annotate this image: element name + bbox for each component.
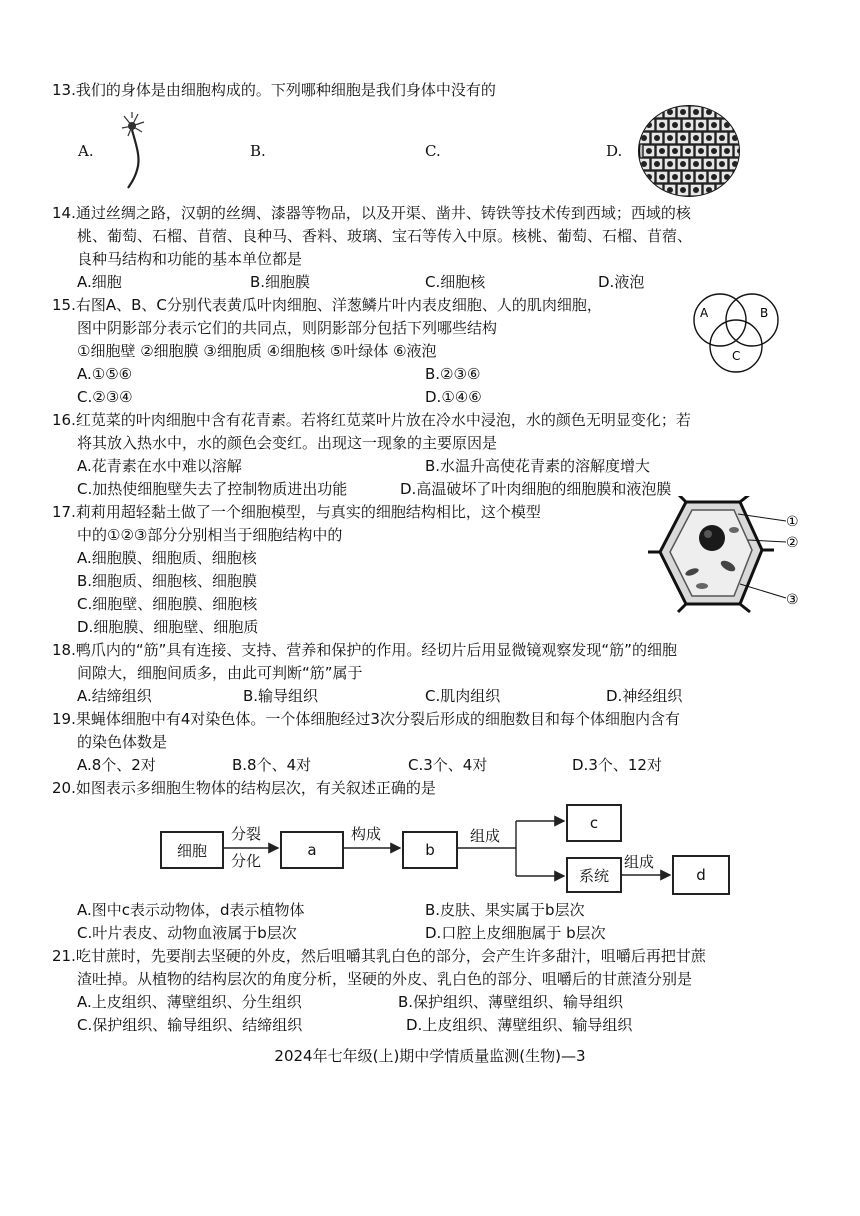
marker-2: ② bbox=[786, 535, 799, 551]
q20-option-b: B.皮肤、果实属于b层次 bbox=[425, 901, 585, 919]
q14-option-c: C.细胞核 bbox=[425, 273, 486, 291]
flow-label-compose-3: 组成 bbox=[624, 853, 655, 871]
q17-line-1: 17.莉莉用超轻黏土做了一个细胞模型，与真实的细胞结构相比，这个模型 bbox=[52, 503, 541, 521]
flow-d-box: d bbox=[672, 855, 730, 895]
q15-option-b: B.②③⑥ bbox=[425, 365, 481, 383]
cell-model-image bbox=[636, 496, 816, 614]
flow-b-box: b bbox=[402, 831, 458, 869]
q13-stem: 13.我们的身体是由细胞构成的。下列哪种细胞是我们身体中没有的 bbox=[52, 81, 496, 99]
q16-option-d: D.高温破坏了叶肉细胞的细胞膜和液泡膜 bbox=[400, 480, 672, 498]
q17-line-2: 中的①②③部分分别相当于细胞结构中的 bbox=[77, 526, 343, 544]
q14-line-3: 良种马结构和功能的基本单位都是 bbox=[77, 250, 303, 268]
q21-option-b: B.保护组织、薄壁组织、输导组织 bbox=[398, 993, 624, 1011]
neuron-cell-image bbox=[108, 110, 168, 190]
page-footer: 2024年七年级(上)期中学情质量监测(生物)—3 bbox=[274, 1047, 586, 1065]
flow-c-box: c bbox=[566, 804, 622, 842]
q17-option-a: A.细胞膜、细胞质、细胞核 bbox=[77, 549, 257, 567]
flow-label-differentiate: 分化 bbox=[231, 852, 262, 870]
q16-option-a: A.花青素在水中难以溶解 bbox=[77, 457, 242, 475]
venn-label-c: C bbox=[732, 349, 741, 363]
venn-label-a: A bbox=[700, 306, 709, 320]
q19-option-b: B.8个、4对 bbox=[232, 756, 312, 774]
q16-option-c: C.加热使细胞壁失去了控制物质进出功能 bbox=[77, 480, 348, 498]
flow-a-box: a bbox=[280, 831, 344, 869]
q21-option-a: A.上皮组织、薄壁组织、分生组织 bbox=[77, 993, 302, 1011]
q19-line-1: 19.果蝇体细胞中有4对染色体。一个体细胞经过3次分裂后形成的细胞数目和每个体细胞内含有 bbox=[52, 710, 680, 728]
q21-option-d: D.上皮组织、薄壁组织、输导组织 bbox=[406, 1016, 633, 1034]
q18-option-d: D.神经组织 bbox=[606, 687, 683, 705]
flow-label-compose-2: 组成 bbox=[470, 827, 501, 845]
q14-line-2: 桃、葡萄、石榴、苜蓿、良种马、香料、玻璃、宝石等传入中原。核桃、葡萄、石榴、苜蓿、 bbox=[77, 227, 693, 245]
q14-option-d: D.液泡 bbox=[598, 273, 645, 291]
microscope-tissue-image bbox=[636, 104, 742, 198]
flow-cell-box: 细胞 bbox=[160, 831, 224, 869]
q15-option-a: A.①⑤⑥ bbox=[77, 365, 133, 383]
q17-option-b: B.细胞质、细胞核、细胞膜 bbox=[77, 572, 258, 590]
q19-option-a: A.8个、2对 bbox=[77, 756, 156, 774]
q14-option-a: A.细胞 bbox=[77, 273, 122, 291]
q15-line-2: 图中阴影部分表示它们的共同点，则阴影部分包括下列哪些结构 bbox=[77, 319, 498, 337]
flow-label-split: 分裂 bbox=[231, 825, 262, 843]
q13-option-c-label: C. bbox=[425, 142, 441, 160]
flow-arrows bbox=[150, 796, 750, 906]
q14-option-b: B.细胞膜 bbox=[250, 273, 311, 291]
q15-option-d: D.①④⑥ bbox=[425, 388, 482, 406]
q18-line-1: 18.鸭爪内的“筋”具有连接、支持、营养和保护的作用。经切片后用显微镜观察发现“筋”的细胞 bbox=[52, 641, 677, 659]
marker-1: ① bbox=[786, 514, 799, 530]
q18-option-c: C.肌肉组织 bbox=[425, 687, 501, 705]
q19-option-d: D.3个、12对 bbox=[572, 756, 662, 774]
q16-line-1: 16.红苋菜的叶肉细胞中含有花青素。若将红苋菜叶片放在冷水中浸泡，水的颜色无明显变化；若 bbox=[52, 411, 691, 429]
q19-line-2: 的染色体数是 bbox=[77, 733, 168, 751]
q18-option-b: B.输导组织 bbox=[243, 687, 319, 705]
q17-option-c: C.细胞壁、细胞膜、细胞核 bbox=[77, 595, 258, 613]
q13-option-a-label: A. bbox=[78, 142, 94, 160]
q19-option-c: C.3个、4对 bbox=[408, 756, 488, 774]
q20-option-a: A.图中c表示动物体，d表示植物体 bbox=[77, 901, 305, 919]
q18-line-2: 间隙大，细胞间质多，由此可判断“筋”属于 bbox=[77, 664, 363, 682]
q18-option-a: A.结缔组织 bbox=[77, 687, 152, 705]
venn-label-b: B bbox=[760, 306, 769, 320]
q16-option-b: B.水温升高使花青素的溶解度增大 bbox=[425, 457, 651, 475]
q13-option-b-label: B. bbox=[250, 142, 266, 160]
q13-option-d-label: D. bbox=[606, 142, 623, 160]
q15-line-3: ①细胞壁 ②细胞膜 ③细胞质 ④细胞核 ⑤叶绿体 ⑥液泡 bbox=[77, 342, 437, 360]
q16-line-2: 将其放入热水中，水的颜色会变红。出现这一现象的主要原因是 bbox=[77, 434, 498, 452]
q15-option-c: C.②③④ bbox=[77, 388, 133, 406]
flow-label-compose-1: 构成 bbox=[351, 825, 382, 843]
q20-option-c: C.叶片表皮、动物血液属于b层次 bbox=[77, 924, 297, 942]
q21-line-1: 21.吃甘蔗时，先要削去坚硬的外皮，然后咀嚼其乳白色的部分，会产生许多甜汁，咀嚼后再把甘蔗 bbox=[52, 947, 706, 965]
q21-line-2: 渣吐掉。从植物的结构层次的角度分析，坚硬的外皮、乳白色的部分、咀嚼后的甘蔗渣分别是 bbox=[77, 970, 693, 988]
q17-option-d: D.细胞膜、细胞壁、细胞质 bbox=[77, 618, 259, 636]
q14-line-1: 14.通过丝绸之路，汉朝的丝绸、漆器等物品，以及开渠、凿井、铸铁等技术传到西域；西域的核 bbox=[52, 204, 691, 222]
q21-option-c: C.保护组织、输导组织、结缔组织 bbox=[77, 1016, 303, 1034]
flow-system-box: 系统 bbox=[566, 857, 622, 893]
q15-line-1: 15.右图A、B、C分别代表黄瓜叶肉细胞、洋葱鳞片叶内表皮细胞、人的肌肉细胞， bbox=[52, 296, 602, 314]
q20-option-d: D.口腔上皮细胞属于 b层次 bbox=[425, 924, 606, 942]
q20-stem: 20.如图表示多细胞生物体的结构层次，有关叙述正确的是 bbox=[52, 779, 436, 797]
marker-3: ③ bbox=[786, 592, 799, 608]
venn-diagram bbox=[680, 290, 796, 374]
